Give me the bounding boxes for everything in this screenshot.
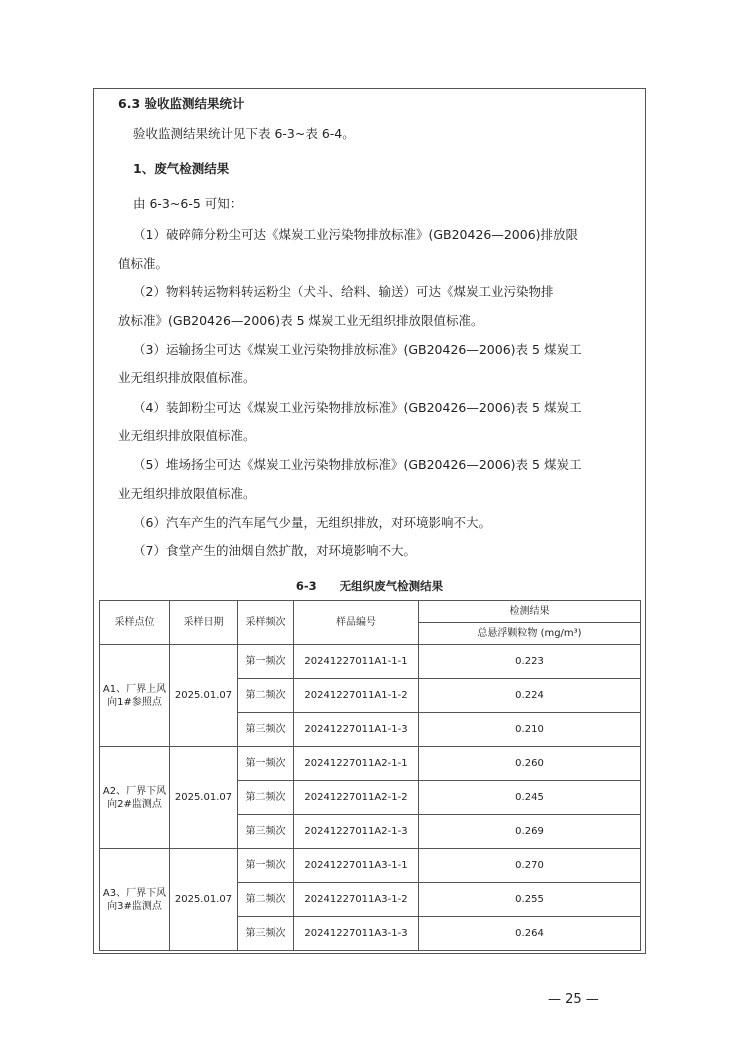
header-date: 采样日期 bbox=[170, 601, 238, 645]
header-point: 采样点位 bbox=[100, 601, 170, 645]
item-6-line1: （6）汽车产生的汽车尾气少量，无组织排放，对环境影响不大。 bbox=[133, 515, 491, 530]
page-number: — 25 — bbox=[548, 992, 599, 1007]
freq-cell: 第二频次 bbox=[238, 781, 294, 815]
header-freq: 采样频次 bbox=[238, 601, 294, 645]
item-7-line1: （7）食堂产生的油烟自然扩散，对环境影响不大。 bbox=[133, 543, 416, 558]
freq-cell: 第三频次 bbox=[238, 713, 294, 747]
item-5-line2: 业无组织排放限值标准。 bbox=[118, 486, 256, 501]
value-cell: 0.260 bbox=[419, 747, 641, 781]
from-line: 由 6-3~6-5 可知： bbox=[133, 196, 243, 211]
header-sample-no: 样品编号 bbox=[294, 601, 419, 645]
freq-cell: 第三频次 bbox=[238, 917, 294, 951]
sample-no-cell: 20241227011A1-1-3 bbox=[294, 713, 419, 747]
sample-no-cell: 20241227011A2-1-1 bbox=[294, 747, 419, 781]
item-2-line2: 放标准》(GB20426—2006)表 5 煤炭工业无组织排放限值标准。 bbox=[118, 313, 484, 328]
value-cell: 0.224 bbox=[419, 679, 641, 713]
header-result-item: 总悬浮颗粒物 (mg/m³) bbox=[419, 623, 641, 645]
freq-cell: 第三频次 bbox=[238, 815, 294, 849]
item-3-line1: （3）运输扬尘可达《煤炭工业污染物排放标准》(GB20426—2006)表 5 煤炭工 bbox=[133, 342, 582, 357]
point-cell: A1、厂界上风向1#参照点 bbox=[100, 645, 170, 747]
sample-no-cell: 20241227011A3-1-1 bbox=[294, 849, 419, 883]
freq-cell: 第二频次 bbox=[238, 883, 294, 917]
sample-no-cell: 20241227011A2-1-3 bbox=[294, 815, 419, 849]
sample-no-cell: 20241227011A3-1-2 bbox=[294, 883, 419, 917]
freq-cell: 第一频次 bbox=[238, 645, 294, 679]
date-cell: 2025.01.07 bbox=[170, 849, 238, 951]
value-cell: 0.264 bbox=[419, 917, 641, 951]
item-2-line1: （2）物料转运物料转运粉尘（犬斗、给料、输送）可达《煤炭工业污染物排 bbox=[133, 284, 554, 299]
item-1-line1: （1）破碎筛分粉尘可达《煤炭工业污染物排放标准》(GB20426—2006)排放限 bbox=[133, 227, 579, 242]
sample-no-cell: 20241227011A2-1-2 bbox=[294, 781, 419, 815]
item-4-line2: 业无组织排放限值标准。 bbox=[118, 428, 256, 443]
freq-cell: 第一频次 bbox=[238, 849, 294, 883]
value-cell: 0.210 bbox=[419, 713, 641, 747]
date-cell: 2025.01.07 bbox=[170, 747, 238, 849]
item-1-line2: 值标准。 bbox=[118, 256, 169, 271]
value-cell: 0.245 bbox=[419, 781, 641, 815]
item-4-line1: （4）装卸粉尘可达《煤炭工业污染物排放标准》(GB20426—2006)表 5 煤炭工 bbox=[133, 400, 582, 415]
table-title: 6-3 无组织废气检测结果 bbox=[295, 579, 444, 593]
sample-no-cell: 20241227011A3-1-3 bbox=[294, 917, 419, 951]
intro-text: 验收监测结果统计见下表 6-3~表 6-4。 bbox=[133, 126, 355, 141]
point-cell: A2、厂界下风向2#监测点 bbox=[100, 747, 170, 849]
sample-no-cell: 20241227011A1-1-1 bbox=[294, 645, 419, 679]
freq-cell: 第一频次 bbox=[238, 747, 294, 781]
sample-no-cell: 20241227011A1-1-2 bbox=[294, 679, 419, 713]
item-5-line1: （5）堆场扬尘可达《煤炭工业污染物排放标准》(GB20426—2006)表 5 煤炭工 bbox=[133, 457, 582, 472]
value-cell: 0.269 bbox=[419, 815, 641, 849]
header-result-group: 检测结果 bbox=[419, 601, 641, 623]
date-cell: 2025.01.07 bbox=[170, 645, 238, 747]
freq-cell: 第二频次 bbox=[238, 679, 294, 713]
value-cell: 0.270 bbox=[419, 849, 641, 883]
item-3-line2: 业无组织排放限值标准。 bbox=[118, 370, 256, 385]
emissions-table bbox=[99, 600, 641, 951]
value-cell: 0.223 bbox=[419, 645, 641, 679]
section-title: 6.3 验收监测结果统计 bbox=[118, 96, 245, 111]
value-cell: 0.255 bbox=[419, 883, 641, 917]
point-cell: A3、厂界下风向3#监测点 bbox=[100, 849, 170, 951]
subsection-title: 1、废气检测结果 bbox=[133, 161, 230, 176]
